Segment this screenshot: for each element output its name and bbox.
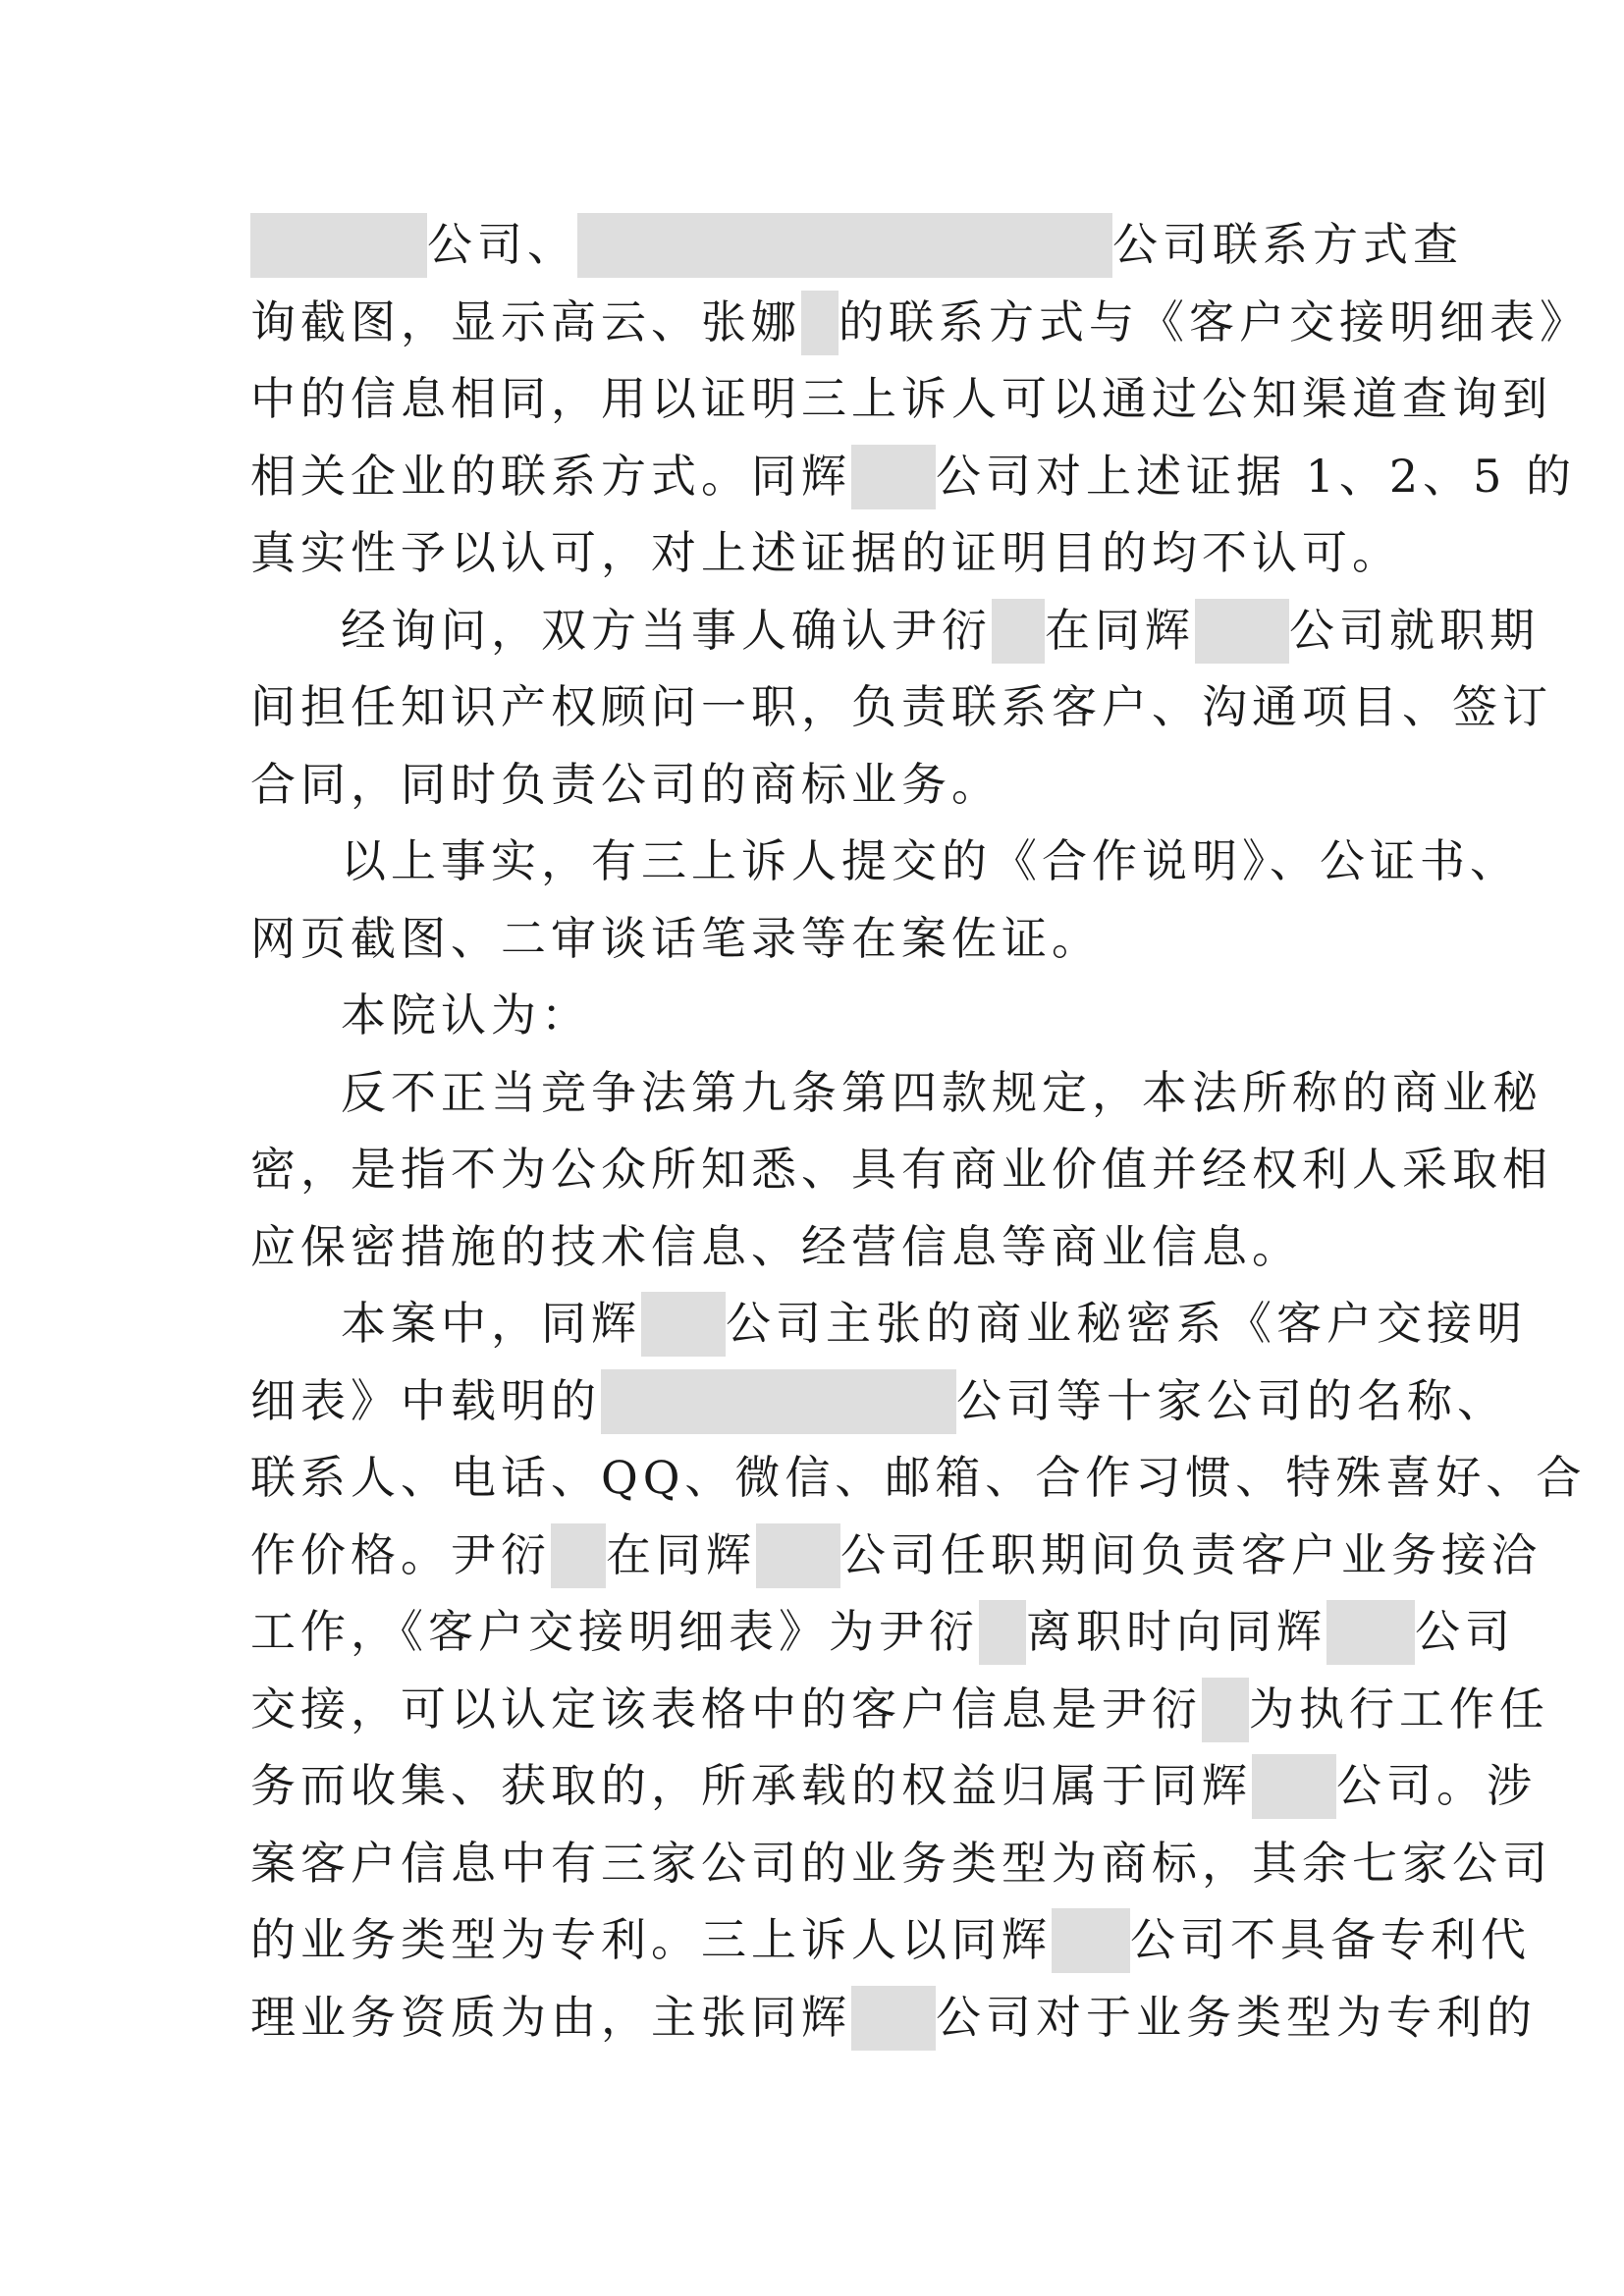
redaction-block [250,213,427,278]
text-segment: 公司就职期 [1289,603,1540,657]
text-segment: 的联系方式与《客户交接明细表》 [839,294,1590,348]
text-segment: 案客户信息中有三家公司的业务类型为商标，其余七家公司 [250,1836,1552,1890]
text-line [250,1208,1389,1286]
text-segment: 的业务类型为专利。三上诉人以同辉 [250,1913,1052,1966]
text-segment: 公司任职期间负责客户业务接洽 [840,1527,1542,1581]
text-segment: 合同，同时负责公司的商标业务。 [250,757,1001,811]
text-segment: 反不正当竞争法第九条第四款规定，本法所称的商业秘 [341,1065,1543,1119]
redaction-block [1252,1754,1336,1819]
text-line [250,1439,1587,1517]
redaction-block [756,1523,840,1588]
text-segment: 密，是指不为公众所知悉、具有商业价值并经权利人采取相 [250,1143,1552,1196]
text-segment: 公司、 [427,218,577,271]
redaction-block [1202,1678,1249,1742]
redaction-block [641,1292,726,1357]
redaction-block [577,213,1112,278]
text-line [250,1285,1527,1362]
redaction-block [979,1600,1026,1665]
text-segment: 公司对上述证据 1、2、5 的 [936,449,1577,503]
text-segment: 公司等十家公司的名称、 [956,1373,1507,1427]
text-line [250,1593,1515,1671]
text-line [250,1362,1507,1440]
redaction-block [1326,1600,1415,1665]
text-line [250,284,1590,361]
text-line [250,1517,1542,1594]
text-line [250,1825,1552,1902]
text-segment: 公司。涉 [1336,1759,1537,1812]
text-segment: 本院认为： [341,988,591,1041]
text-line [250,438,1577,515]
text-line [250,592,1540,669]
text-segment: 交接，可以认定该表格中的客户信息是尹衍 [250,1682,1202,1735]
text-line [250,1131,1552,1208]
text-segment: 中的信息相同，用以证明三上诉人可以通过公知渠道查询到 [250,372,1552,425]
redaction-block [992,599,1045,664]
document-body [250,206,1590,2056]
text-segment: 公司联系方式查 [1112,218,1463,271]
redaction-block [1195,599,1289,664]
redaction-block [801,291,839,355]
text-segment: 公司主张的商业秘密系《客户交接明 [726,1297,1527,1350]
text-line [250,1054,1543,1132]
redaction-block [851,445,936,509]
text-line [250,1979,1537,2056]
text-line [250,900,1389,978]
text-segment: 为执行工作任 [1249,1682,1549,1735]
text-segment: 在同辉 [606,1527,756,1581]
redaction-block [551,1523,606,1588]
text-line [250,1901,1531,1979]
redaction-block [851,1986,936,2051]
redaction-block [1052,1908,1130,1973]
text-segment: 联系人、电话、QQ、微信、邮箱、合作习惯、特殊喜好、合 [250,1451,1587,1504]
text-segment: 离职时向同辉 [1026,1605,1326,1658]
text-segment: 理业务资质为由，主张同辉 [250,1990,851,2044]
text-segment: 经询问，双方当事人确认尹衍 [341,603,992,657]
text-segment: 公司不具备专利代 [1130,1913,1531,1966]
text-line [250,206,1463,284]
text-line [250,746,1389,824]
text-segment: 工作，《客户交接明细表》为尹衍 [250,1605,979,1658]
text-segment: 公司 [1415,1605,1515,1658]
text-segment: 务而收集、获取的，所承载的权益归属于同辉 [250,1759,1252,1812]
text-segment: 真实性予以认可，对上述证据的证明目的均不认可。 [250,526,1402,579]
text-segment: 以上事实，有三上诉人提交的《合作说明》、公证书、 [341,834,1520,887]
redaction-block [601,1369,956,1434]
text-line [250,668,1552,746]
text-segment: 在同辉 [1045,603,1195,657]
text-segment: 相关企业的联系方式。同辉 [250,449,851,503]
text-line [250,977,1389,1054]
text-segment: 间担任知识产权顾问一职，负责联系客户、沟通项目、签订 [250,680,1552,733]
text-segment: 公司对于业务类型为专利的 [936,1990,1537,2044]
text-segment: 网页截图、二审谈话笔录等在案佐证。 [250,911,1102,965]
text-line [250,823,1520,900]
text-segment: 本案中，同辉 [341,1297,641,1350]
text-segment: 作价格。尹衍 [250,1527,551,1581]
text-line [250,360,1552,438]
text-segment: 应保密措施的技术信息、经营信息等商业信息。 [250,1219,1302,1273]
text-segment: 询截图，显示高云、张娜 [250,294,801,348]
text-line [250,514,1402,592]
text-segment: 细表》中载明的 [250,1373,601,1427]
text-line [250,1747,1537,1825]
text-line [250,1671,1549,1748]
